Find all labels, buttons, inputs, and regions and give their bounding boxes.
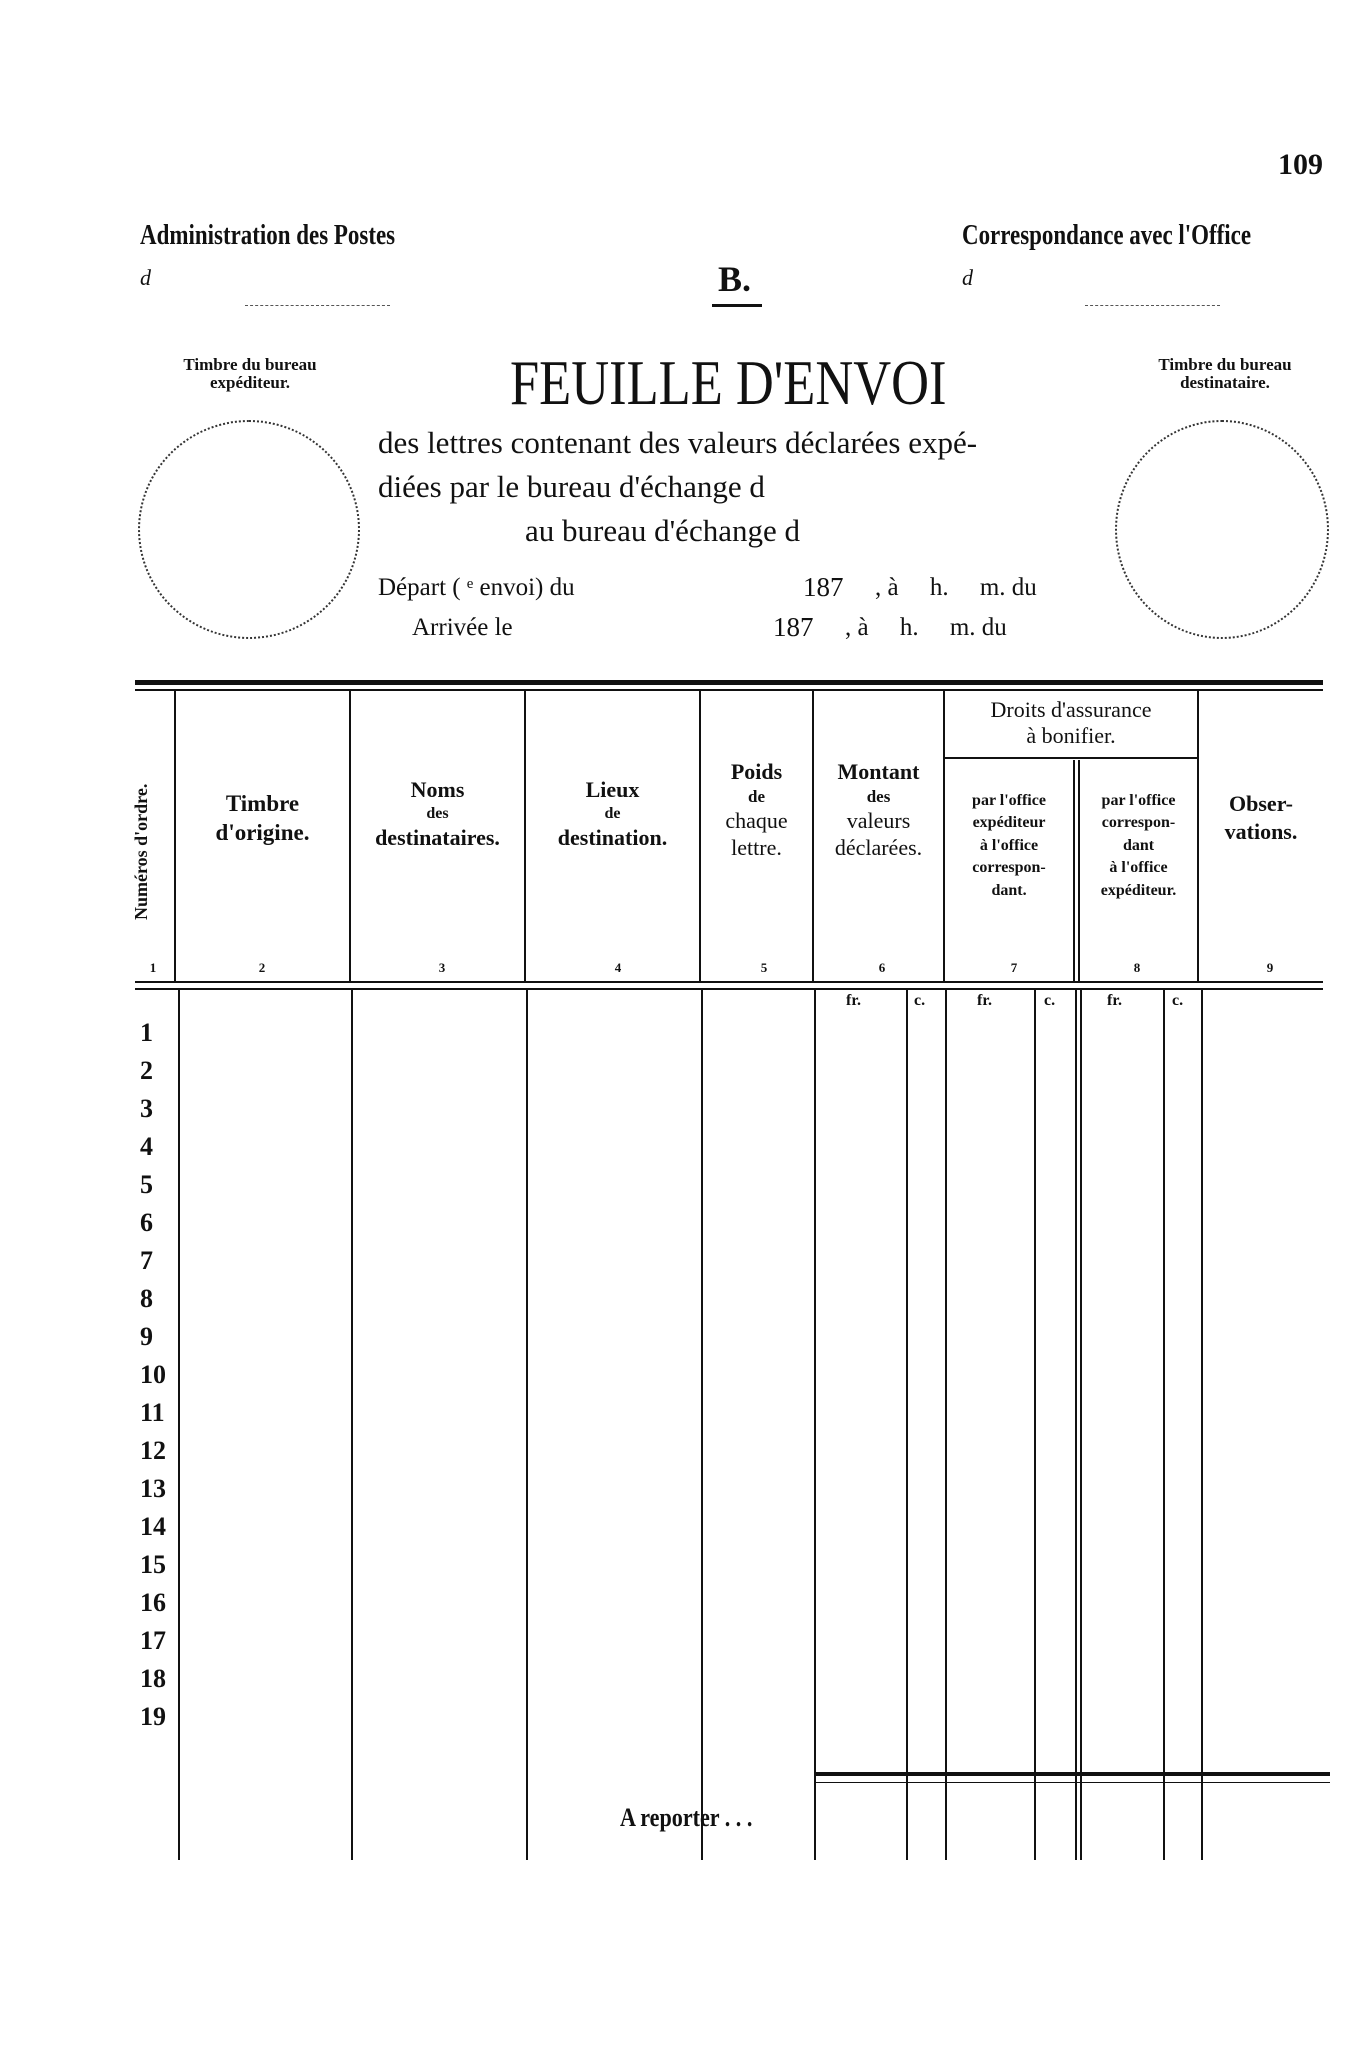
col-header-montant-line4: déclarées. bbox=[834, 835, 923, 861]
row-number: 3 bbox=[140, 1094, 153, 1123]
row-number: 11 bbox=[140, 1398, 165, 1427]
stamp-left-label bbox=[135, 356, 365, 392]
column-number: 4 bbox=[614, 960, 622, 975]
col-header-lieux bbox=[526, 776, 699, 851]
col-header-droits bbox=[945, 697, 1197, 750]
arrivee-rest: , à h. m. du bbox=[845, 614, 1007, 641]
col-header-noms-line3: destinataires. bbox=[375, 824, 500, 850]
col-header-col8-line4: à l'office bbox=[1109, 859, 1168, 877]
col-header-col8-line3: dant bbox=[1122, 836, 1155, 854]
stamp-right-label-line1: Timbre du bureau bbox=[1158, 355, 1292, 374]
table-header-rule-2 bbox=[135, 988, 1323, 990]
table-header-rule-1 bbox=[135, 981, 1323, 983]
col-header-poids-line3: chaque bbox=[725, 807, 788, 833]
unit-c: c. bbox=[914, 992, 926, 1009]
col-header-noms-line2: des bbox=[426, 804, 449, 822]
col-header-poids-line4: lettre. bbox=[731, 835, 782, 861]
col-header-col7-line4: correspon- bbox=[972, 859, 1046, 877]
col-header-col7-line5: dant. bbox=[991, 881, 1027, 899]
col-header-col7-line2: expéditeur bbox=[972, 814, 1046, 832]
row-number: 9 bbox=[140, 1322, 153, 1351]
row-number: 1 bbox=[140, 1018, 153, 1047]
col-header-lieux-line3: destination. bbox=[557, 824, 668, 850]
col-header-col8-line2: correspon- bbox=[1101, 814, 1176, 832]
row-number: 2 bbox=[140, 1056, 153, 1085]
col-header-numeros: Numéros d'ordre. bbox=[131, 783, 151, 920]
col-header-montant bbox=[814, 758, 943, 862]
column-number: 2 bbox=[258, 960, 266, 975]
row-number: 12 bbox=[140, 1436, 166, 1465]
col-header-timbre-line1: Timbre bbox=[225, 791, 300, 816]
col-header-noms bbox=[351, 776, 524, 851]
column-number: 6 bbox=[878, 960, 886, 975]
col-header-col9-line1: Obser- bbox=[1229, 791, 1293, 816]
stamp-right-label-line2: destinataire. bbox=[1180, 372, 1270, 392]
column-number: 1 bbox=[149, 960, 157, 975]
arrivee-year: 187 bbox=[773, 612, 814, 642]
col-header-col9-line2: vations. bbox=[1224, 818, 1298, 844]
col-header-poids bbox=[701, 758, 812, 862]
total-rule-thick bbox=[814, 1772, 1330, 1776]
stamp-right-label bbox=[1110, 356, 1340, 392]
header-left-sub: d bbox=[140, 265, 151, 290]
row-number: 7 bbox=[140, 1246, 153, 1275]
header-right-rule bbox=[1085, 305, 1220, 306]
col-header-lieux-line1: Lieux bbox=[585, 777, 640, 802]
intro-line2: diées par le bureau d'échange d bbox=[378, 469, 765, 504]
col-header-droits-line2: à bonifier. bbox=[1026, 723, 1116, 749]
col-header-par-expediteur bbox=[945, 790, 1073, 902]
page-title: FEUILLE D'ENVOI bbox=[510, 347, 947, 418]
unit-fr: fr. bbox=[977, 992, 992, 1009]
row-number: 5 bbox=[140, 1170, 153, 1199]
col-header-timbre bbox=[176, 790, 349, 848]
stamp-right-circle bbox=[1115, 420, 1329, 639]
center-letter: B. bbox=[718, 259, 752, 299]
unit-fr: fr. bbox=[846, 992, 861, 1009]
column-number: 5 bbox=[760, 960, 768, 975]
unit-c: c. bbox=[1044, 992, 1056, 1009]
row-number: 6 bbox=[140, 1208, 153, 1237]
column-number: 3 bbox=[438, 960, 446, 975]
header-right-sub: d bbox=[962, 265, 973, 290]
stamp-left-label-line1: Timbre du bureau bbox=[183, 355, 317, 374]
col-header-montant-line1: Montant bbox=[837, 759, 920, 784]
col-header-observations bbox=[1199, 790, 1323, 845]
table-top-rule-thin bbox=[135, 689, 1323, 691]
table-top-rule-thick bbox=[135, 680, 1323, 685]
stamp-left-label-line2: expéditeur. bbox=[209, 372, 291, 392]
unit-c: c. bbox=[1172, 992, 1184, 1009]
intro-line1: des lettres contenant des valeurs déclarées expé- bbox=[378, 425, 978, 460]
depart-year: 187 bbox=[803, 572, 844, 602]
unit-fr: fr. bbox=[1107, 992, 1122, 1009]
col-header-col8-line1: par l'office bbox=[1101, 792, 1176, 809]
row-number: 15 bbox=[140, 1550, 166, 1579]
depart-label: Départ ( ᵉ envoi) du bbox=[378, 574, 575, 601]
row-number: 13 bbox=[140, 1474, 166, 1503]
column-number: 7 bbox=[1010, 960, 1018, 975]
col-header-col7-line1: par l'office bbox=[972, 792, 1046, 809]
col-header-montant-line3: valeurs bbox=[846, 807, 911, 833]
arrivee-label: Arrivée le bbox=[412, 614, 513, 641]
row-number: 16 bbox=[140, 1588, 166, 1617]
page-number: 109 bbox=[1278, 148, 1323, 181]
header-left-rule bbox=[245, 305, 390, 306]
intro-line3: au bureau d'échange d bbox=[525, 513, 800, 548]
col-header-timbre-line2: d'origine. bbox=[215, 819, 310, 845]
total-rule-thin bbox=[814, 1782, 1330, 1783]
column-number: 9 bbox=[1266, 960, 1274, 975]
footer-a-reporter: A reporter . . . bbox=[620, 1803, 753, 1832]
row-number: 8 bbox=[140, 1284, 153, 1313]
header-right-title: Correspondance avec l'Office bbox=[962, 220, 1252, 251]
row-number: 4 bbox=[140, 1132, 153, 1161]
center-letter-underline bbox=[712, 304, 762, 307]
col-header-noms-line1: Noms bbox=[410, 777, 465, 802]
column-number: 8 bbox=[1133, 960, 1141, 975]
col-header-lieux-line2: de bbox=[604, 804, 621, 822]
row-number: 18 bbox=[140, 1664, 166, 1693]
row-number: 17 bbox=[140, 1626, 166, 1655]
depart-rest: , à h. m. du bbox=[875, 574, 1037, 601]
col-header-poids-line2: de bbox=[748, 786, 765, 806]
col-header-col7-line3: à l'office bbox=[979, 836, 1039, 854]
row-number: 10 bbox=[140, 1360, 166, 1389]
col-header-montant-line2: des bbox=[866, 786, 891, 806]
col-header-par-correspondant bbox=[1080, 790, 1197, 902]
col-header-poids-line1: Poids bbox=[730, 759, 783, 784]
col-header-droits-line1: Droits d'assurance bbox=[990, 697, 1152, 722]
stamp-left-circle bbox=[138, 420, 360, 639]
header-left-title: Administration des Postes bbox=[140, 220, 396, 251]
row-number: 19 bbox=[140, 1702, 166, 1731]
col-header-col8-line5: expéditeur. bbox=[1100, 881, 1177, 899]
row-number: 14 bbox=[140, 1512, 166, 1541]
